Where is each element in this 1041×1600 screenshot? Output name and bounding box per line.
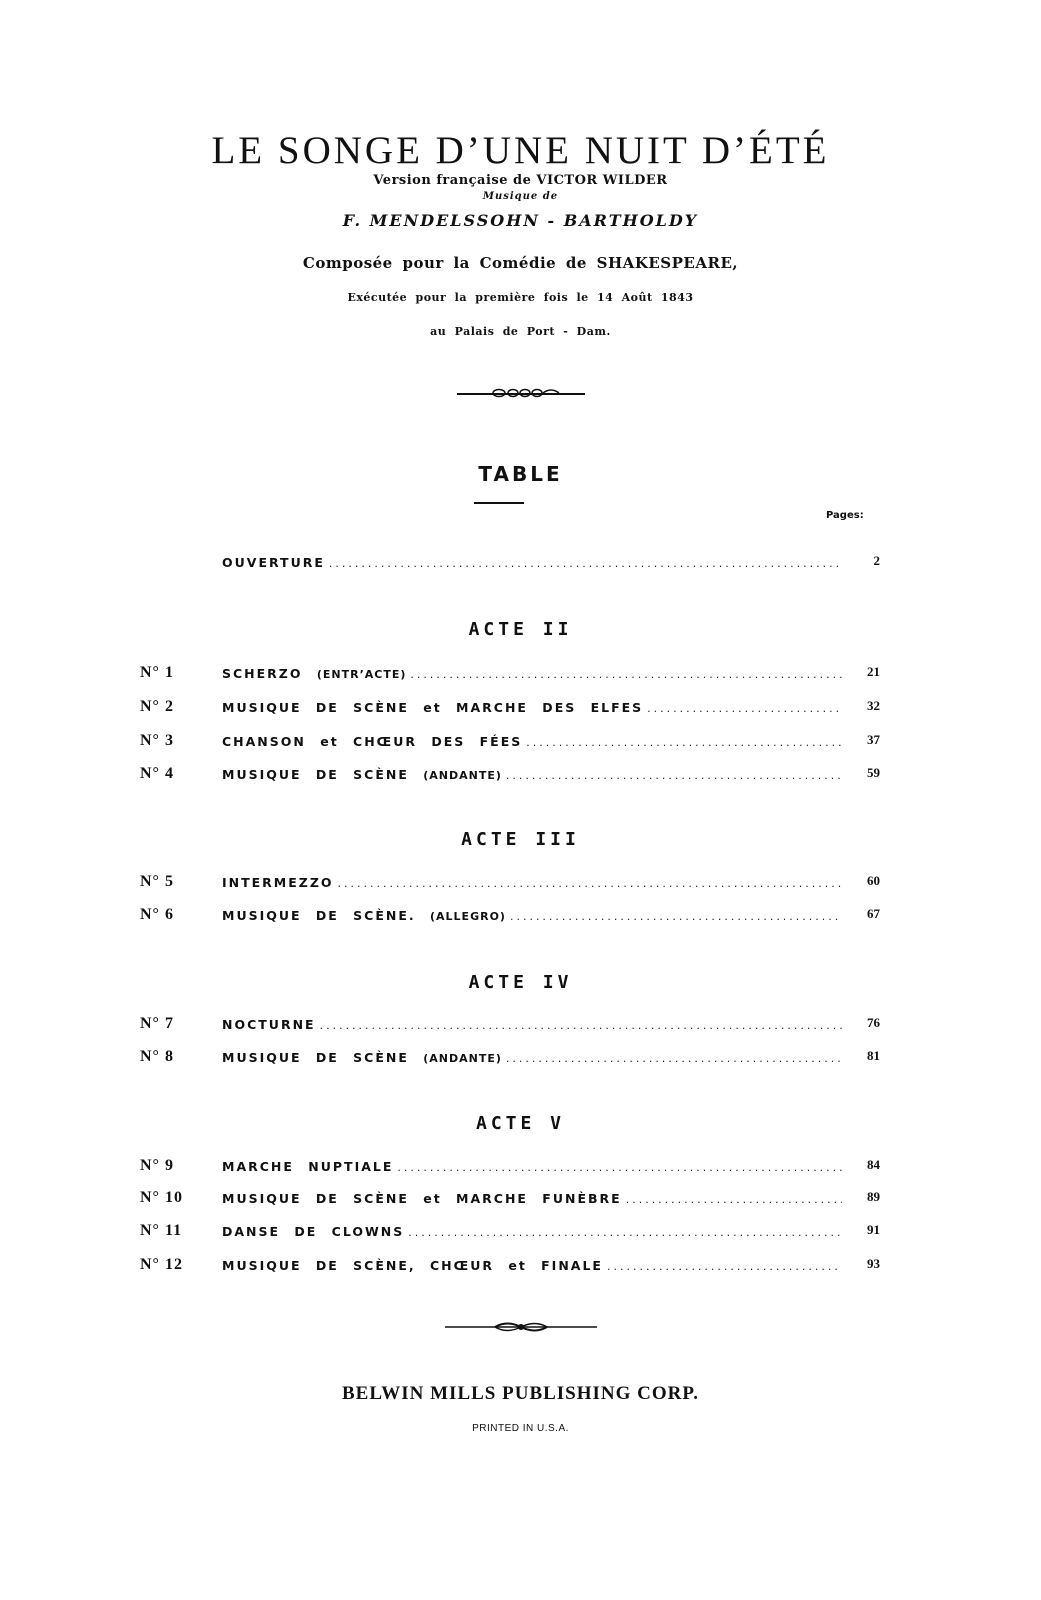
- publisher-name: BELWIN MILLS PUBLISHING CORP.: [341, 1383, 700, 1404]
- toc-entry-page: 81: [867, 1048, 880, 1063]
- toc-entry-title: MARCHE NUPTIALE: [222, 1159, 394, 1174]
- table-heading-underline: [474, 502, 524, 504]
- dot-leader: [329, 557, 842, 570]
- dot-leader: [607, 1260, 842, 1273]
- act-heading: ACTE IV: [468, 972, 573, 993]
- ornament-divider-bottom: [0, 1317, 1041, 1341]
- toc-entry-page: 91: [867, 1222, 880, 1237]
- dot-leader: [410, 668, 842, 681]
- toc-entry-title: MUSIQUE DE SCÈNE et MARCHE DES ELFES: [222, 700, 644, 715]
- toc-entry: [0, 664, 1041, 686]
- toc-entry-number: N° 10: [140, 1189, 183, 1206]
- toc-entry-number: N° 8: [140, 1048, 174, 1065]
- toc-entry-title: CHANSON et CHŒUR DES FÉES: [222, 734, 523, 749]
- toc-entry-number: N° 1: [140, 664, 174, 681]
- toc-entry-title: SCHERZO: [222, 666, 303, 681]
- ornament-icon: [441, 1317, 601, 1337]
- composer-name: F. MENDELSSOHN - BARTHOLDY: [342, 211, 699, 230]
- toc-entry-page: 93: [867, 1256, 880, 1271]
- toc-entry-note: (ENTR’ACTE): [316, 668, 407, 681]
- act-heading: ACTE V: [475, 1113, 566, 1134]
- toc-entry: [0, 873, 1041, 895]
- dot-leader: [506, 769, 842, 782]
- musique-de-label: Musique de: [482, 191, 559, 202]
- ornament-icon: [451, 383, 591, 403]
- toc-entry: [0, 1189, 1041, 1211]
- premiere-note: Exécutée pour la première fois le 14 Août 1843: [347, 291, 694, 304]
- dot-leader: [338, 877, 842, 890]
- toc-entry-title: MUSIQUE DE SCÈNE et MARCHE FUNÈBRE: [222, 1191, 622, 1206]
- toc-entry: [0, 1048, 1041, 1070]
- toc-entry: [0, 1256, 1041, 1278]
- toc-entry-number: N° 5: [140, 873, 174, 890]
- toc-entry-number: N° 7: [140, 1015, 174, 1032]
- dot-leader: [320, 1019, 842, 1032]
- dot-leader: [526, 736, 842, 749]
- toc-entry-page: 32: [867, 698, 880, 713]
- toc-entry-number: N° 11: [140, 1222, 183, 1239]
- toc-entry-number: N° 4: [140, 765, 174, 782]
- toc-entry-number: N° 2: [140, 698, 174, 715]
- printed-note: PRINTED IN U.S.A.: [472, 1423, 569, 1434]
- translation-credit: Version française de VICTOR WILDER: [373, 173, 668, 188]
- toc-entry-page: 76: [867, 1015, 880, 1030]
- dot-leader: [506, 1052, 842, 1065]
- toc-entry-title: MUSIQUE DE SCÈNE: [222, 767, 409, 782]
- toc-entry-title: MUSIQUE DE SCÈNE.: [222, 908, 416, 923]
- toc-entry-page: 60: [867, 873, 880, 888]
- act-heading: ACTE III: [461, 829, 580, 850]
- toc-entry-number: N° 12: [140, 1256, 183, 1273]
- toc-entry-page: 37: [867, 732, 880, 747]
- act-heading: ACTE II: [468, 619, 573, 640]
- toc-entry-title: INTERMEZZO: [222, 875, 334, 890]
- toc-entry: [0, 906, 1041, 928]
- toc-entry-overture: [0, 553, 1041, 575]
- toc-entry-page: 84: [867, 1157, 880, 1172]
- toc-entry-page: 21: [867, 664, 880, 679]
- pages-column-label: Pages:: [826, 510, 864, 521]
- toc-entry-page: 67: [867, 906, 880, 921]
- page-title: LE SONGE D’UNE NUIT D’ÉTÉ: [211, 129, 830, 172]
- toc-entry-number: N° 3: [140, 732, 174, 749]
- dot-leader: [510, 910, 842, 923]
- dot-leader: [647, 702, 842, 715]
- table-heading: TABLE: [478, 462, 563, 486]
- toc-entry: [0, 732, 1041, 754]
- dot-leader: [408, 1226, 842, 1239]
- toc-entry-page: 89: [867, 1189, 880, 1204]
- toc-entry-note: (ALLEGRO): [430, 910, 506, 923]
- toc-entry-title: MUSIQUE DE SCÈNE: [222, 1050, 409, 1065]
- toc-entry-title: OUVERTURE: [222, 555, 325, 570]
- toc-entry-page: 2: [873, 553, 880, 568]
- toc-entry-title: DANSE DE CLOWNS: [222, 1224, 405, 1239]
- toc-entry: [0, 698, 1041, 720]
- toc-entry-number: N° 9: [140, 1157, 174, 1174]
- dot-leader: [397, 1161, 842, 1174]
- toc-entry-note: (ANDANTE): [423, 769, 502, 782]
- toc-entry: [0, 1157, 1041, 1179]
- composition-note: Composée pour la Comédie de SHAKESPEARE,: [302, 254, 739, 272]
- toc-entry: [0, 765, 1041, 787]
- toc-entry-note: (ANDANTE): [423, 1052, 502, 1065]
- toc-entry-page: 59: [867, 765, 880, 780]
- toc-entry: [0, 1015, 1041, 1037]
- dot-leader: [626, 1193, 842, 1206]
- toc-entry-title: NOCTURNE: [222, 1017, 316, 1032]
- ornament-divider-top: [0, 383, 1041, 407]
- venue-note: au Palais de Port - Dam.: [430, 325, 611, 338]
- toc-entry: [0, 1222, 1041, 1244]
- toc-entry-number: N° 6: [140, 906, 174, 923]
- toc-entry-title: MUSIQUE DE SCÈNE, CHŒUR et FINALE: [222, 1258, 603, 1273]
